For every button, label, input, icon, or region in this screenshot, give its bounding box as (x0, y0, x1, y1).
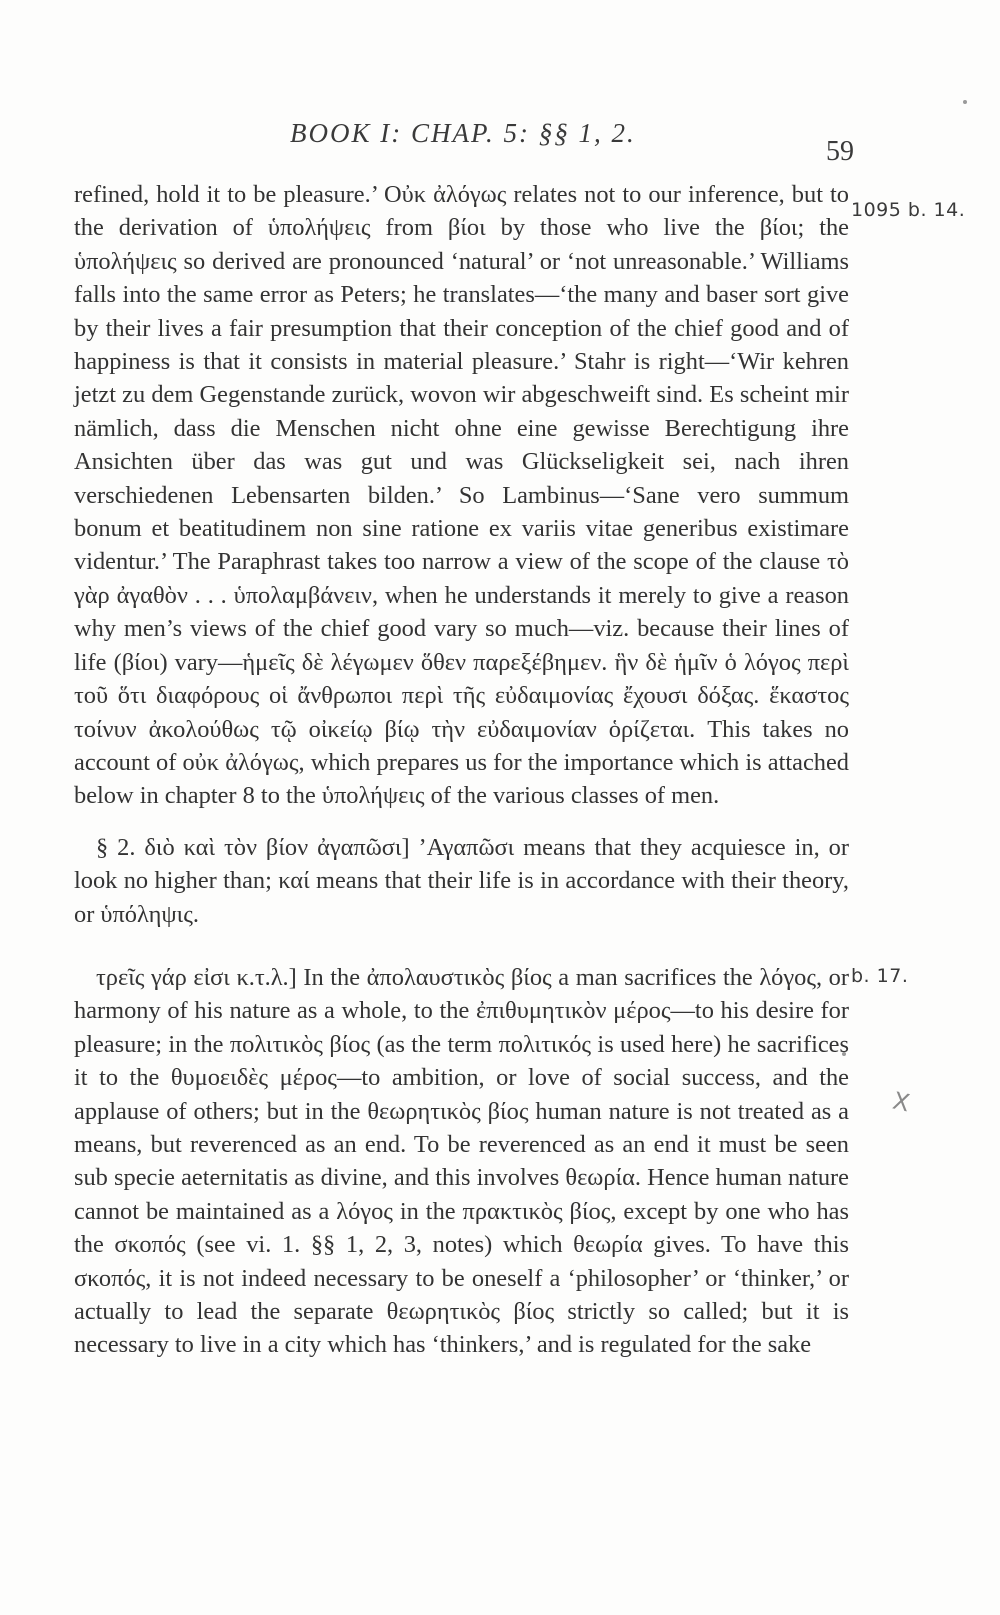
margin-note-line-ref-2: b. 17. (851, 965, 909, 987)
paragraph-section-2: § 2. διὸ καὶ τὸν βίον ἀγαπῶσι] ’Αγαπῶσι means that they acquiesce in, or look no higher than; καί means that their life is in accordance with their theory, or ὑπόληψις. (74, 833, 849, 928)
running-head: BOOK I: CHAP. 5: §§ 1, 2. (290, 118, 636, 148)
speck-mark (963, 100, 967, 104)
body-text (74, 178, 849, 1362)
pencil-mark: X (890, 1086, 913, 1118)
margin-note-line-ref: 1095 b. 14. (851, 199, 966, 221)
paragraph-three-lives: τρεῖς γάρ εἰσι κ.τ.λ.] In the ἀπολαυστικὸς βίος a man sacrifices the λόγος, or harmony of his nature as a whole, to the ἐπιθυμητικὸν μέρος—to his desire for pleasure; in the πολιτικὸς βίος (as the term πολιτικός is used here) he sacrifices it to the θυμοειδὲς μέρος—to ambition, or love of social success, and the applause of others; but in the θεωρητικὸς βίος human nature is not treated as a means, but reverenced as an end. To be reverenced as an end it must be seen sub specie aeternitatis as divine, and this involves θεωρία. Hence human nature cannot be maintained as a λόγος in the πρακτικὸς βίος, except by one who has the σκοπός (see vi. 1. §§ 1, 2, 3, notes) which θεωρία gives. To have this σκοπός, it is not indeed necessary to be oneself a ‘philosopher’ or ‘thinker,’ or actually to lead the separate θεωρητικὸς βίος strictly so called; but it is necessary to live in a city which has ‘thinkers,’ and is regulated for the sake (74, 963, 849, 1359)
paragraph-commentary: refined, hold it to be pleasure.’ Οὐκ ἀλόγως relates not to our inference, but to the derivation of ὑπολήψεις from βίοι by those who live the βίοι; the ὑπολήψεις so derived are pronounced ‘natural’ or ‘not unreasonable.’ Williams falls into the same error as Peters; he translates—‘the many and baser sort give by their lives a fair presumption that their conception of the chief good and of happiness is that it consists in material pleasure.’ Stahr is right—‘Wir kehren jetzt zu dem Gegenstande zurück, wovon wir abgeschweift sind. Es scheint mir nämlich, dass die Menschen nicht ohne eine gewisse Berechtigung ihre Ansichten über das was gut und was Glückseligkeit sei, nach ihren verschiedenen Lebensarten bilden.’ So Lambinus—‘Sane vero summum bonum et beatitudinem non sine ratione ex variis vitae generibus existimare videntur.’ The Paraphrast takes too narrow a view of the scope of the clause τὸ γὰρ ἀγαθὸν . . . ὑπολαμβάνειν, when he understands it merely to give a reason why men’s views of the chief good vary so much—viz. because their lines of life (βίοι) vary—ἡμεῖς δὲ λέγωμεν ὅθεν παρεξέβημεν. ἣν δὲ ἡμῖν ὁ λόγος περὶ τοῦ ὅτι διαφόρους οἱ ἄνθρωποι περὶ τῆς εὐδαιμονίας ἔχουσι δόξας. ἕκαστος τοίνυν ἀκολούθως τῷ οἰκείῳ βίῳ τὴν εὐδαιμονίαν ὁρίζεται. This takes no account of οὐκ ἀλόγως, which prepares us for the importance which is attached below in chapter 8 to the ὑπολήψεις of the various classes of men. (74, 181, 849, 810)
page-number: 59 (826, 136, 854, 167)
